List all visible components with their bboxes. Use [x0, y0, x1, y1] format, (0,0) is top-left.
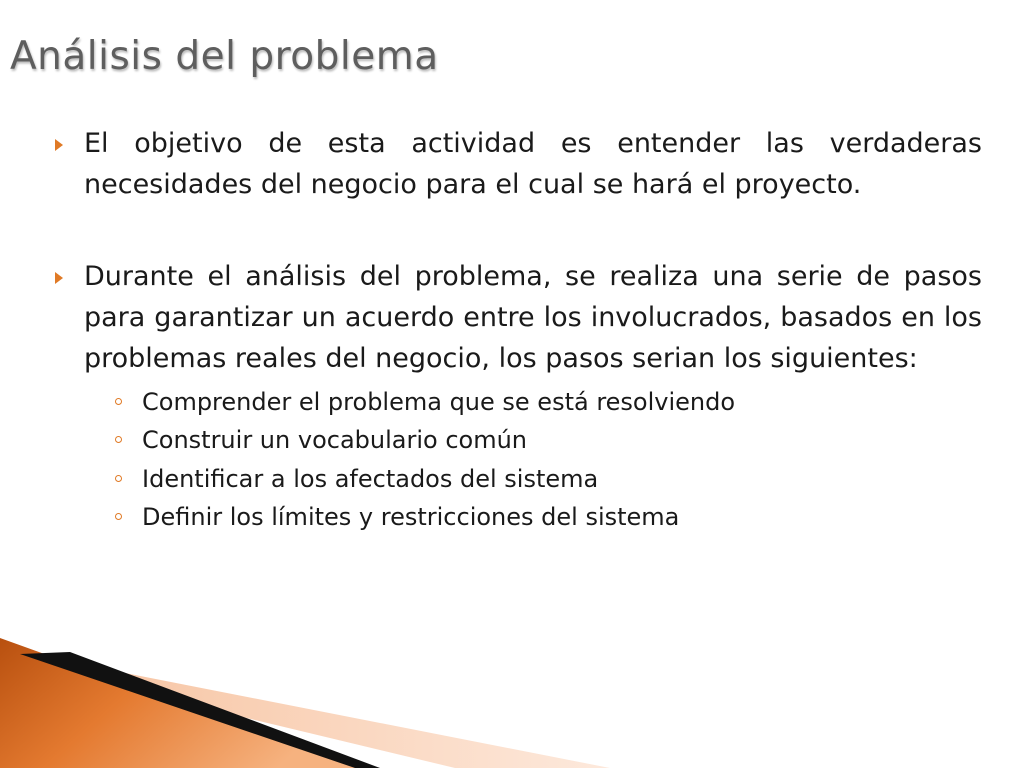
triangle-right-icon: [55, 272, 63, 284]
circle-outline-icon: [115, 475, 122, 482]
sub-bullet-item: [84, 383, 982, 422]
bullet-item: [55, 257, 982, 536]
sub-bullet-item: [84, 460, 982, 499]
sub-bullet-text: Identificar a los afectados del sistema: [142, 464, 599, 493]
slide-title: Análisis del problema: [10, 34, 439, 79]
bullet-item: [55, 124, 982, 205]
bullet-text: El objetivo de esta actividad es entender las verdaderas necesidades del negocio para el cual se hará el proyecto.: [84, 128, 982, 200]
decorative-swoosh: [0, 638, 1024, 768]
bullet-text: Durante el análisis del problema, se realiza una serie de pasos para garantizar un acuerdo entre los involucrados, basados en los problemas reales del negocio, los pasos serian los siguientes:: [84, 261, 982, 374]
sub-bullet-text: Definir los límites y restricciones del sistema: [142, 503, 680, 532]
sub-bullet-text: Comprender el problema que se está resolviendo: [142, 387, 736, 416]
circle-outline-icon: [115, 513, 122, 520]
sub-bullet-item: [84, 498, 982, 537]
sub-bullet-list: [84, 383, 982, 537]
sub-bullet-text: Construir un vocabulario común: [142, 426, 527, 455]
sub-bullet-item: [84, 421, 982, 460]
circle-outline-icon: [115, 436, 122, 443]
circle-outline-icon: [115, 398, 122, 405]
slide-content: [55, 124, 982, 537]
triangle-right-icon: [55, 139, 63, 151]
